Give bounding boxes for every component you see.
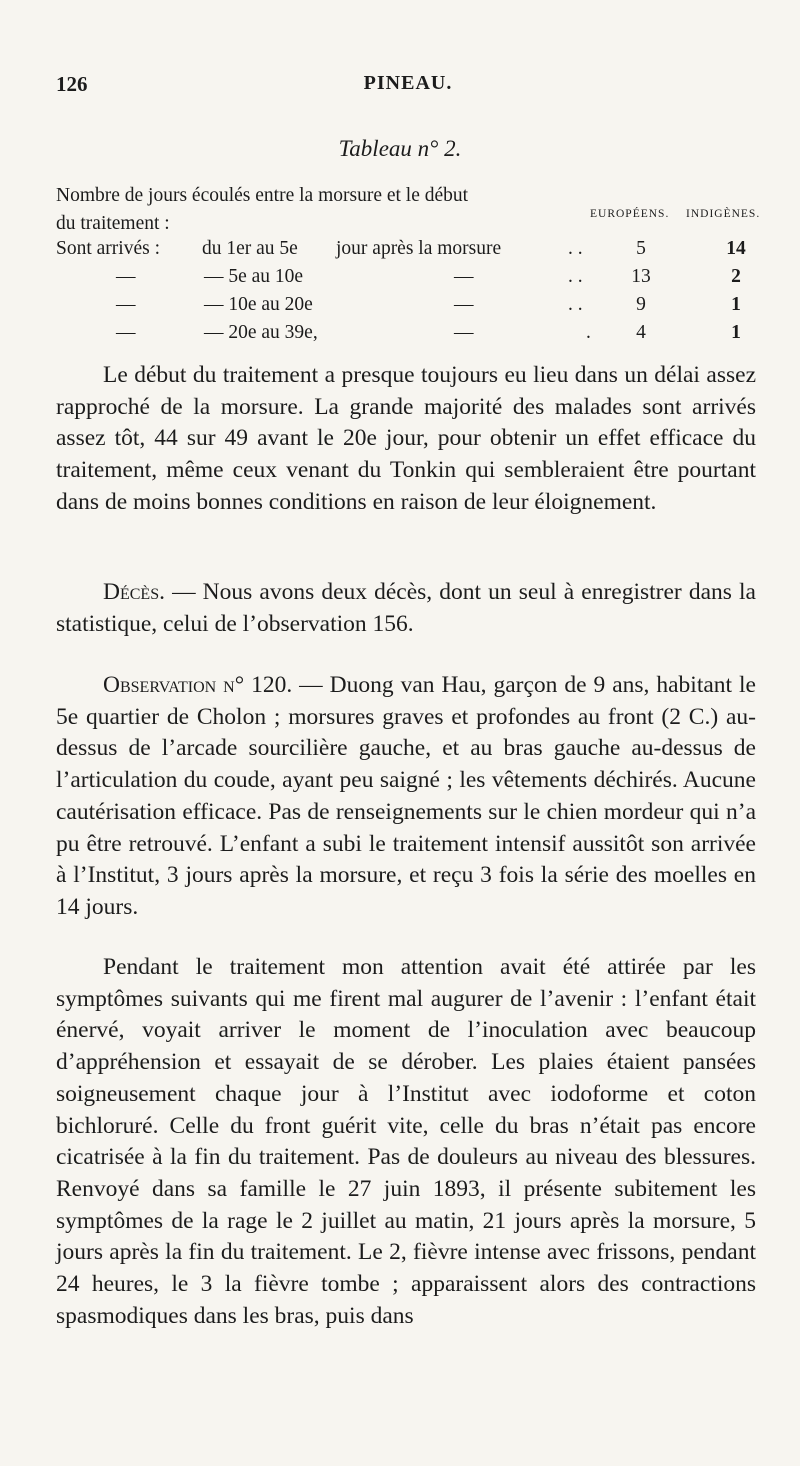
table-intro: [56, 182, 468, 238]
row-after: —: [454, 294, 474, 315]
column-header-europeens: EUROPÉENS.: [590, 208, 670, 220]
table-row: [56, 266, 766, 294]
table-row: [56, 322, 766, 350]
row-dots: .: [586, 322, 591, 343]
observation-text: — Duong van Hau, garçon de 9 ans, habitant le 5e quartier de Cholon ; morsures graves et profondes au front (2 C.) au-dessus de l’arcade sourcilière gauche, et au bras gauche au-dessus de l’articulation du coude, ayant peu saigné ; les vêtements déchirés. Aucune cautérisation efficace. Pas de renseignements sur le chien mordeur qui n’a pu être retrouvé. L’enfant a subi le traitement intensif aussitôt son arrivée à l’Institut, 3 jours après la morsure, et reçu 3 fois la série des moelles en 14 jours.: [56, 672, 756, 920]
row-range: — 10e au 20e: [204, 294, 313, 315]
row-europeens: 4: [636, 322, 646, 343]
column-header-indigenes: INDIGÈNES.: [686, 208, 761, 220]
row-europeens: 9: [636, 294, 646, 315]
table-intro-line1: Nombre de jours écoulés entre la morsure et le début: [56, 185, 469, 206]
row-range: — 20e au 39e,: [204, 322, 318, 343]
row-indigenes: 2: [731, 266, 741, 287]
row-label: —: [116, 322, 136, 343]
row-indigenes: 14: [726, 238, 746, 259]
paragraph-observation-120: [56, 670, 756, 924]
paragraph-symptoms: Pendant le traitement mon attention avait été attirée par les symptômes suivants qui me firent mal augurer de l’avenir : l’enfant était énervé, voyait arriver le moment de l’inoculation avec beaucoup d’appréhension et essayait de se dérober. Les plaies étaient pansées soigneusement chaque jour à l’Institut avec iodoforme et coton bichloruré. Celle du front guérit vite, celle du bras n’était pas encore cicatrisée à la fin du traitement. Pas de douleurs au niveau des blessures. Renvoyé dans sa famille le 27 juin 1893, il présente subitement les symptômes de la rage le 2 juillet au matin, 21 jours après la morsure, 5 jours après la fin du traitement. Le 2, fièvre intense avec frissons, pendant 24 heures, le 3 la fièvre tombe ; apparaissent alors des contractions spasmodiques dans les bras, puis dans: [56, 954, 756, 1329]
table-row: [56, 238, 766, 266]
table-row: [56, 294, 766, 322]
running-title: PINEAU.: [363, 72, 453, 94]
row-label: —: [116, 294, 136, 315]
table-intro-line2: du traitement :: [56, 213, 170, 234]
row-after: —: [454, 266, 474, 287]
row-europeens: 13: [631, 266, 651, 287]
row-after: —: [454, 322, 474, 343]
row-label: —: [116, 266, 136, 287]
row-after: jour après la morsure: [336, 238, 502, 259]
paragraph-deces: [56, 577, 756, 640]
row-indigenes: 1: [731, 294, 741, 315]
paragraph-treatment-delay: Le début du traitement a presque toujours eu lieu dans un délai assez rapproché de la morsure. La grande majorité des malades sont arrivés assez tôt, 44 sur 49 avant le 20e jour, pour obtenir un effet efficace du traitement, même ceux venant du Tonkin qui sembleraient être pourtant dans de moins bonnes conditions en raison de leur éloignement.: [56, 362, 756, 515]
row-dots: . .: [568, 266, 583, 287]
page-header: [56, 72, 760, 102]
row-range: du 1er au 5e: [202, 238, 298, 259]
page-number: 126: [56, 72, 88, 96]
row-indigenes: 1: [731, 322, 741, 343]
row-dots: . .: [568, 238, 583, 259]
deces-heading: Décès.: [103, 579, 165, 605]
observation-heading: Observation n° 120.: [103, 672, 293, 698]
row-range: — 5e au 10e: [204, 266, 304, 287]
row-label: Sont arrivés :: [56, 238, 160, 259]
row-dots: . .: [568, 294, 583, 315]
table-title: Tableau n° 2.: [338, 136, 462, 161]
deces-text: — Nous avons deux décès, dont un seul à enregistrer dans la statistique, celui de l’observation 156.: [56, 579, 756, 637]
row-europeens: 5: [636, 238, 646, 259]
